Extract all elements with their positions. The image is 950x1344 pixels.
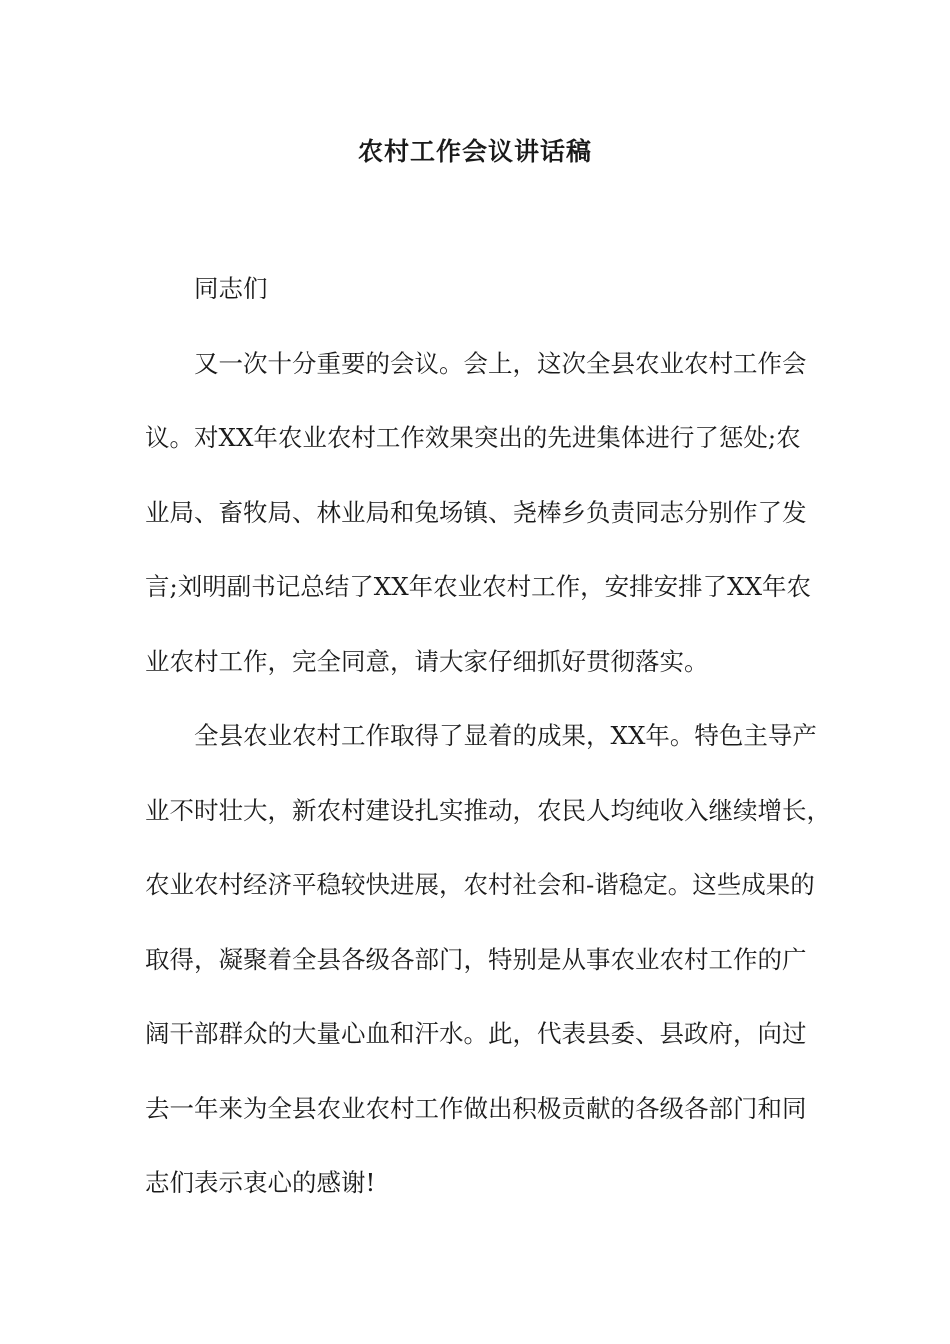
paragraph-1-line-5: 业农村工作，完全同意，请大家仔细抓好贯彻落实。	[145, 646, 709, 676]
paragraph-2-line-4: 取得，凝聚着全县各级各部门，特别是从事农业农村工作的广	[145, 944, 807, 974]
paragraph-2-line-5: 阔干部群众的大量心血和汗水。此，代表县委、县政府，向过	[145, 1019, 807, 1048]
paragraph-2-line-3: 农业农村经济平稳较快进展，农村社会和-谐稳定。这些成果的	[145, 870, 815, 899]
document-title: 农村工作会议讲话稿	[357, 137, 592, 166]
paragraph-1-line-3: 业局、畜牧局、林业局和兔场镇、尧棒乡负责同志分别作了发	[145, 497, 807, 527]
paragraph-1-line-2: 议。对XX年农业农村工作效果突出的先进集体进行了惩处;农	[145, 423, 801, 452]
salutation-line: 同志们	[194, 274, 268, 303]
paragraph-2-line-7: 志们表示衷心的感谢!	[145, 1168, 376, 1197]
paragraph-2-line-6: 去一年来为全县农业农村工作做出积极贡献的各级各部门和同	[145, 1093, 807, 1123]
paragraph-2-line-2: 业不时壮大，新农村建设扎实推动，农民人均纯收入继续增长，	[145, 795, 831, 825]
paragraph-1-line-4: 言;刘明副书记总结了XX年农业农村工作，安排安排了XX年农	[145, 572, 812, 601]
document-body	[145, 252, 835, 1221]
paragraph-2-line-1: 全县农业农村工作取得了显着的成果，XX年。特色主导产	[194, 721, 817, 750]
paragraph-1-line-1: 又一次十分重要的会议。会上，这次全县农业农村工作会	[194, 348, 807, 378]
